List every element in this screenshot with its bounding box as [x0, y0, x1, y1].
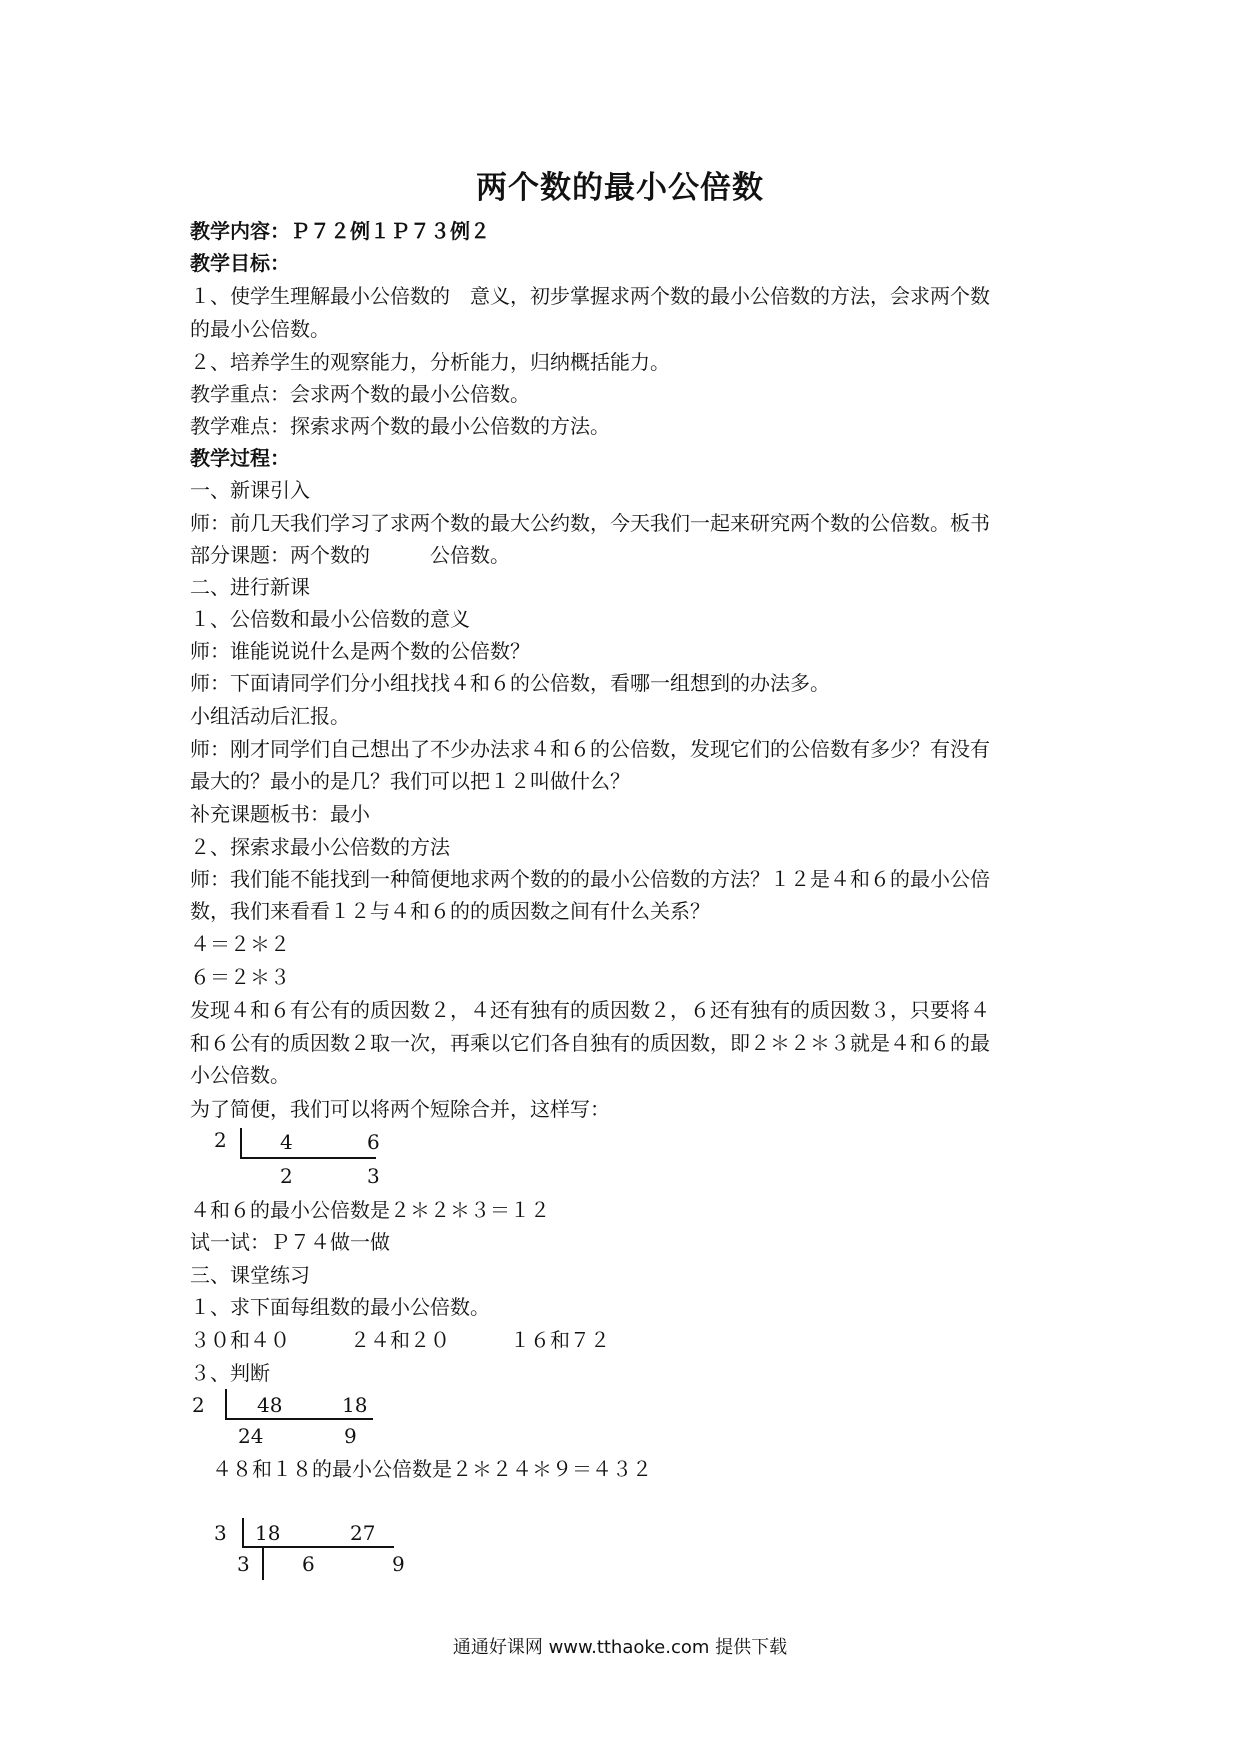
- exercise-3-heading: ３、判断: [190, 1361, 270, 1385]
- subsection-heading: １、公倍数和最小公倍数的意义: [190, 607, 470, 631]
- section-2-heading: 二、进行新课: [190, 575, 310, 599]
- paragraph-line: 发现４和６有公有的质因数２，４还有独有的质因数２，６还有独有的质因数３，只要将４: [190, 998, 990, 1022]
- paragraph-line: 师：我们能不能找到一种简便地求两个数的的最小公倍数的方法？１２是４和６的最小公倍: [190, 867, 990, 891]
- division-dividend: 18: [342, 1393, 368, 1417]
- division-bracket-vertical: [262, 1548, 264, 1580]
- paragraph-line: 部分课题：两个数的 公倍数。: [190, 543, 510, 567]
- division-bracket-vertical: [225, 1389, 227, 1419]
- teaching-content: 教学内容：Ｐ７２例１Ｐ７３例２: [190, 219, 490, 243]
- division-divisor: 2: [214, 1128, 227, 1152]
- goal-1-line-2: 的最小公倍数。: [190, 317, 330, 341]
- division-dividend: 48: [257, 1393, 283, 1417]
- division-quotient: 9: [392, 1552, 405, 1576]
- paragraph-line: 最大的？最小的是几？我们可以把１２叫做什么？: [190, 769, 630, 793]
- division-quotient: 6: [302, 1552, 315, 1576]
- division-dividend: 4: [280, 1130, 293, 1154]
- paragraph-line: 补充课题板书：最小: [190, 802, 370, 826]
- judgment-statement: ４８和１８的最小公倍数是２＊２４＊９＝４３２: [212, 1457, 652, 1481]
- equation-line: ４＝２＊２: [190, 932, 290, 956]
- paragraph-line: 为了简便，我们可以将两个短除合并，这样写：: [190, 1097, 610, 1121]
- page-title: 两个数的最小公倍数: [476, 170, 764, 206]
- paragraph-line: 师：刚才同学们自己想出了不少办法求４和６的公倍数，发现它们的公倍数有多少？有没有: [190, 737, 990, 761]
- paragraph-line: 小公倍数。: [190, 1063, 290, 1087]
- division-quotient: 2: [280, 1164, 293, 1188]
- division-quotient: 9: [344, 1424, 357, 1448]
- paragraph-line: 师：谁能说说什么是两个数的公倍数？: [190, 639, 530, 663]
- exercise-1: １、求下面每组数的最小公倍数。: [190, 1295, 490, 1319]
- footer-watermark: 通通好课网 www.tthaoke.com 提供下载: [452, 1637, 788, 1658]
- equation-line: ６＝２＊３: [190, 965, 290, 989]
- result-line: ４和６的最小公倍数是２＊２＊３＝１２: [190, 1198, 550, 1222]
- paragraph-line: 和６公有的质因数２取一次，再乘以它们各自独有的质因数，即２＊２＊３就是４和６的最: [190, 1031, 990, 1055]
- paragraph-line: 师：前几天我们学习了求两个数的最大公约数，今天我们一起来研究两个数的公倍数。板书: [190, 511, 990, 535]
- paragraph-line: 小组活动后汇报。: [190, 704, 350, 728]
- teaching-process-heading: 教学过程：: [190, 446, 290, 470]
- division-dividend: 6: [367, 1130, 380, 1154]
- teaching-difficulty: 教学难点：探索求两个数的最小公倍数的方法。: [190, 414, 610, 438]
- exercise-1-numbers: ３０和４０ ２４和２０ １６和７２: [190, 1328, 610, 1352]
- division-bracket-vertical: [240, 1128, 242, 1158]
- division-quotient: 3: [367, 1164, 380, 1188]
- goal-2: ２、培养学生的观察能力，分析能力，归纳概括能力。: [190, 350, 670, 374]
- goal-1-line-1: １、使学生理解最小公倍数的 意义，初步掌握求两个数的最小公倍数的方法，会求两个数: [190, 284, 990, 308]
- division-dividend: 27: [350, 1521, 376, 1545]
- section-1-heading: 一、新课引入: [190, 478, 310, 502]
- teaching-key-point: 教学重点：会求两个数的最小公倍数。: [190, 382, 530, 406]
- division-dividend: 18: [255, 1521, 281, 1545]
- division-divisor: 2: [192, 1393, 205, 1417]
- division-bracket-vertical: [242, 1518, 244, 1547]
- paragraph-line: 试一试：Ｐ７４做一做: [190, 1230, 390, 1254]
- teaching-goals-heading: 教学目标：: [190, 251, 290, 275]
- division-bracket-horizontal: [240, 1157, 376, 1159]
- paragraph-line: 师：下面请同学们分小组找找４和６的公倍数，看哪一组想到的办法多。: [190, 671, 830, 695]
- division-quotient: 24: [238, 1424, 264, 1448]
- division-divisor: 3: [214, 1521, 227, 1545]
- section-3-heading: 三、课堂练习: [190, 1263, 310, 1287]
- paragraph-line: 数，我们来看看１２与４和６的的质因数之间有什么关系？: [190, 899, 710, 923]
- subsection-heading: ２、探索求最小公倍数的方法: [190, 835, 450, 859]
- division-bracket-horizontal: [242, 1546, 394, 1548]
- division-bracket-horizontal: [225, 1418, 373, 1420]
- division-divisor: 3: [237, 1552, 250, 1576]
